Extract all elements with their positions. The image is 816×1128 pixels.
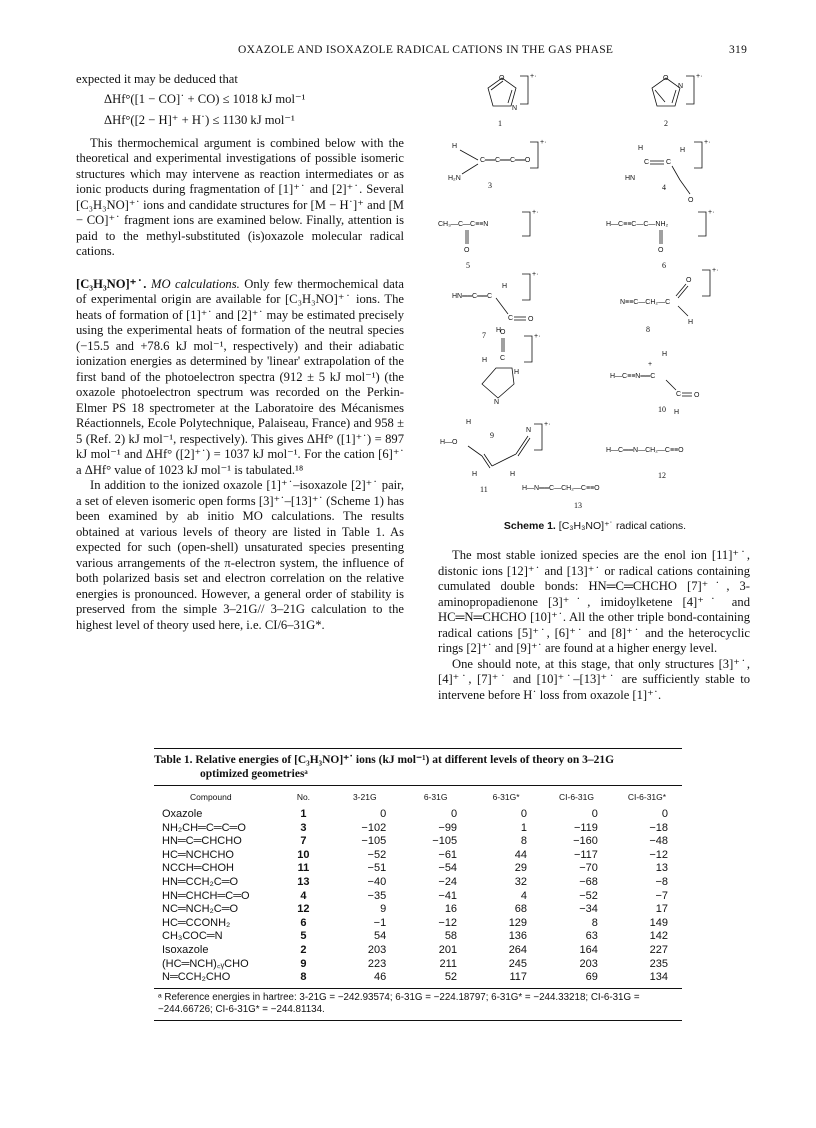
cell-energy: 68 [514,903,528,916]
atom-h: H [680,147,686,154]
table-row [154,876,682,890]
cell-compound: (HC═NCH)꜀ᵧCHO [162,957,249,970]
col-631gs: 6-31G* [492,792,520,802]
cell-energy: −40 [367,875,387,888]
radical-cation-mark: +· [532,209,539,216]
paragraph-stability: The most stable ionized species are the enol ion [11]⁺˙, distonic ions [12]⁺˙ and [13]⁺˙ or radical cations containing cumulated double bonds: HN═C═CHCHO [7]⁺˙, 3-aminopropadienone [3]⁺˙, imidoylketene [4]⁺˙ and HC═N═CHCHO [10]⁺˙. All the other triple bond-containing radical cations [5]⁺˙, [6]⁺˙ and [8]⁺˙ and the heterocyclic rings [2]⁺˙ and [9]⁺˙ are found at a higher energy level. [438,548,750,655]
scheme-caption-label: Scheme 1. [503,520,556,532]
cell-number: 4 [300,889,307,902]
col-631g: 6-31G [423,792,448,802]
paragraph-note: One should note, at this stage, that only structures [3]⁺˙, [4]⁺˙, [7]⁺˙ and [10]⁺˙–[13]⁺˙ are sufficiently stable to intervene before H˙ loss from oxazole [1]⁺˙. [438,656,750,702]
cell-energy: 46 [373,971,387,984]
col-compound: Compound [190,792,232,802]
atom-o: O [528,316,534,323]
cell-energy: 1 [520,821,528,834]
table-row [154,917,682,931]
label-3: 3 [488,181,492,190]
structure-5 [438,209,538,270]
radical-cation-mark: +· [540,139,547,146]
cell-energy: 0 [661,808,668,820]
radical-cation-mark: +· [534,333,541,340]
atom-n: N [678,83,684,90]
atom-h: H [496,327,502,334]
structure-11 [440,421,550,494]
intro-line: expected it may be deduced that [76,72,238,86]
label-12: 12 [658,471,666,480]
atom-h: H [502,283,508,290]
cell-energy: −99 [438,821,458,834]
cell-energy: −54 [438,862,458,875]
cell-compound: Oxazole [162,808,203,820]
cell-energy: 63 [585,930,598,943]
cell-energy: −12 [438,916,458,929]
cell-energy: 245 [508,957,528,970]
page-number: 319 [729,44,748,56]
cell-number: 11 [297,862,310,875]
label-11: 11 [480,485,488,494]
atom-o: O [464,247,470,254]
atom-o: O [688,197,694,204]
label-1: 1 [498,119,502,128]
cell-compound: NCCH═CHOH [162,862,234,875]
label-8: 8 [646,325,650,334]
cell-energy: 223 [367,957,387,970]
cell-energy: −117 [573,848,598,861]
cell-energy: −52 [367,848,387,861]
radical-cation-mark: +· [530,73,537,80]
structure-8 [620,267,718,334]
structure-6 [606,209,714,270]
cell-energy: −70 [579,862,598,875]
scheme-caption [430,520,760,532]
atom-o: O [658,247,664,254]
cell-energy: 69 [585,971,598,984]
scheme-caption-text: [C₃H₃NO]⁺˙ radical cations. [558,520,687,532]
running-title: OXAZOLE AND ISOXAZOLE RADICAL CATIONS IN THE GAS PHASE [238,44,614,56]
atom-h: H [662,351,668,358]
imine: HN [625,175,636,182]
cell-number: 9 [300,957,307,970]
atom-h: H [482,357,488,364]
cell-energy: 211 [439,957,458,970]
structure-9 [466,329,540,440]
atom-c: C [644,159,650,166]
cell-compound: NH₂CH═C═C═O [162,821,246,834]
cell-number: 3 [300,821,307,834]
cell-energy: 32 [514,875,528,888]
col-ci631gs: CI-6-31G* [627,792,667,802]
cell-number: 8 [300,971,307,984]
table-1 [154,748,682,1021]
cell-energy: 4 [520,889,528,902]
atom-o: O [500,329,506,336]
section-head: [C₃H₃NO]⁺˙. [76,276,147,291]
cell-energy: 29 [514,862,528,875]
table-caption-line-1: Table 1. Relative energies of [C₃H₃NO]⁺˙ ions (kJ mol⁻¹) at different levels of theory on 3–21G [154,754,615,766]
cell-energy: −8 [655,875,668,888]
scheme-1 [430,68,760,538]
cell-number: 10 [297,848,310,861]
atom-h: H [472,471,478,478]
structure-12 [606,447,684,480]
cell-number: 12 [297,903,310,916]
radical-cation-mark: +· [696,73,703,80]
label-13: 13 [574,501,582,510]
cell-energy: 17 [655,903,668,916]
cell-energy: −24 [438,875,458,888]
cell-compound: Isoxazole [162,943,209,956]
paragraph-isomers: In addition to the ionized oxazole [1]⁺˙–isoxazole [2]⁺˙ pair, a set of eleven isomeric open forms [3]⁺˙–[13]⁺˙ (Scheme 1) has been examined by ab initio MO calculations. The results obtained at various levels of theory are listed in Table 1. As expected for such (open-shell) unsaturated species presenting various arrangements of the π-electron system, the influence of both polarized basis set and electron correlation on the relative energies is pronounced. However, a general order of stability is preserved from the simple 3–21G// 3–21G calculation to the highest level of theory used here, i.e. CI/6–31G*. [76,478,404,632]
cell-energy: 0 [450,808,458,820]
structure-7 [452,271,541,340]
col-ci631g: CI-6-31G [558,792,594,802]
cell-energy: 227 [649,943,668,956]
chain-6: H—C≡≡C—C—NH₂ [606,221,669,228]
table-row [154,944,682,958]
cell-energy: −160 [573,835,598,848]
atom-c: C [508,315,514,322]
cell-number: 1 [300,808,307,820]
radical-cation-mark: +· [712,267,719,274]
table-caption-line-2: optimized geometriesᵃ [200,768,308,780]
radical-cation-mark: +· [544,421,551,428]
cell-energy: 8 [591,916,598,929]
radical-cation-mark: +· [532,271,539,278]
atom-c: C [500,355,506,362]
atom-h: H [514,369,520,376]
paragraph-mo-text: Only few thermochemical data of experimental origin are available for [C₃H₃NO]⁺˙ ions. The heats of formation of [1]⁺˙ and [2]⁺˙ may be estimated precisely using the experimental heats of formation of the neutral species (−15.5 and +78.6 kJ mol⁻¹, respectively) and their adiabatic ionization energies as determined by 'linear' extrapolation of the first band of the photoelectron spectra (912 ± 5 kJ mol⁻¹) (the oxazole photoelectron spectrum was recorded on the Perkin-Elmer PS 18 spectrometer at the Laboratoire des Mécanismes Réactionnels, Ecole Polytechnique, Palaiseau, France) and 958 ± 5 (Ref. 2) kJ mol⁻¹, respectively). This gives ΔHf° ([1]⁺˙) = 897 kJ mol⁻¹ and ΔHf° ([2]⁺˙) = 1037 kJ mol⁻¹. For the cation [6]⁺˙ a ΔHf° value of 1023 kJ mol⁻¹ is tabulated.¹⁸ [76,276,404,477]
cell-compound: HC═NCHCHO [162,848,234,861]
label-9: 9 [490,431,494,440]
cell-number: 13 [297,875,310,888]
cell-energy: 201 [438,943,458,956]
cell-energy: −51 [367,862,387,875]
col-no: No. [296,792,311,802]
paragraph-intro: This thermochemical argument is combined below with the theoretical and experimental investigations of possible isomeric structures which may intervene as reaction intermediates or as ionic products during fragmentation of [1]⁺˙ and [2]⁺˙. Several [C₃H₃NO]⁺˙ ions and candidate structures for [M − H˙]⁺ and [M − CO]⁺˙ fragment ions are examined below. Finally, attention is paid to the methyl-substituted (is)oxazole molecular radical cations. [76,135,404,258]
cell-energy: −105 [361,835,387,848]
table-row [154,808,682,822]
chain-8: N≡≡C—CH₂—C [620,299,671,306]
cell-energy: 129 [508,916,528,929]
paragraph-mo [76,277,404,479]
plus: + [648,361,653,368]
atom-c: C [666,159,672,166]
chain-11: H—O [440,439,458,446]
cell-energy: −48 [649,835,668,848]
table-body [154,808,682,985]
cell-energy: 136 [508,930,528,943]
cell-energy: 235 [649,957,668,970]
atom-h: H [466,419,472,426]
cell-number: 2 [300,943,307,956]
label-4: 4 [662,183,666,192]
table-row [154,971,682,985]
table-footnote: ᵃ Reference energies in hartree: 3-21G = −242.93574; 6-31G = −224.18797; 6-31G* = −244.33218; CI-6-31G = −244.66726; CI-6-31G* = −244.81134. [158,991,640,1016]
atom-o: O [663,75,669,82]
right-column [438,548,750,703]
table-row [154,849,682,863]
left-column [76,72,404,633]
cell-compound: NC═NCH₂C═O [162,903,239,916]
amine: H₂N [448,175,461,182]
cell-energy: 164 [579,943,598,956]
cell-energy: −12 [649,848,668,861]
label-6: 6 [662,261,666,270]
cell-energy: 16 [444,903,458,916]
cell-number: 7 [300,835,307,848]
label-2: 2 [664,119,668,128]
table-row [154,958,682,972]
structure-2 [652,73,702,128]
cell-energy: −61 [438,848,458,861]
table-row [154,890,682,904]
cell-energy: −18 [649,821,668,834]
chain-10: H—C≡≡N══C [610,373,656,380]
cell-energy: 0 [591,808,598,820]
cell-number: 6 [300,916,307,929]
atom-o: O [499,75,505,82]
atom-o: O [686,277,692,284]
structure-13 [522,485,600,510]
atom-h: H [688,319,694,326]
cell-energy: 8 [520,835,528,848]
table-row [154,822,682,836]
cell-energy: 52 [444,971,458,984]
radical-cation-mark: +· [704,139,711,146]
label-7: 7 [482,331,486,340]
atom-n: N [494,399,500,406]
cell-energy: 142 [649,930,668,943]
equation-1: ΔHf°([1 − CO]˙ + CO) ≤ 1018 kJ mol⁻¹ [104,91,306,106]
label-10: 10 [658,405,666,414]
structure-3 [448,139,546,190]
atom-n: N [512,105,518,112]
cell-energy: −34 [579,903,598,916]
cell-compound: HC═CCONH₂ [162,916,231,929]
table-caption [154,753,682,781]
cell-energy: 54 [373,930,387,943]
cell-energy: 9 [380,903,387,916]
cell-energy: 134 [649,971,668,984]
section-subhead: MO calculations. [150,276,240,291]
cell-compound: HN═CHCH═C═O [162,889,250,902]
structure-4 [625,139,710,204]
table-row [154,835,682,849]
cell-energy: 203 [367,943,387,956]
cell-compound: CH₃COC═N [162,930,223,943]
cell-energy: −119 [573,821,598,834]
cell-energy: −35 [367,889,387,902]
chain-3: C══C══C══O [480,157,531,164]
cell-energy: 13 [655,862,668,875]
cell-number: 5 [300,930,307,943]
cell-energy: 44 [514,848,528,861]
scheme-structures [430,68,760,518]
equation-2: ΔHf°([2 − H]⁺ + H˙) ≤ 1130 kJ mol⁻¹ [104,112,295,127]
atom-n: N [526,427,532,434]
table-row [154,903,682,917]
chain-12: H—C══N—CH₂—C≡≡O [606,447,684,454]
cell-energy: −68 [579,875,598,888]
cell-energy: 0 [380,808,387,820]
structure-1 [488,73,536,128]
atom-h: H [638,145,644,152]
cell-compound: HN═CCH₂C═O [162,875,239,888]
cell-energy: −102 [361,821,387,834]
radical-cation-mark: +· [708,209,715,216]
cell-energy: −1 [373,916,387,929]
atom-c: C [676,391,682,398]
cell-energy: −105 [432,835,458,848]
cell-energy: −52 [579,889,598,902]
cell-energy: 203 [579,957,598,970]
chain-13: H—N══C—CH₂—C≡≡O [522,485,600,492]
atom-o: O [694,392,700,399]
chain-5: CH₃—C—C≡≡N [438,221,489,228]
cell-compound: HN═C═CHCHO [162,835,242,848]
cell-energy: −41 [438,889,458,902]
label-5: 5 [466,261,470,270]
cell-energy: 149 [649,916,668,929]
table-row [154,862,682,876]
atom-h: H [510,471,516,478]
table-header-row [154,786,682,808]
cell-energy: 58 [444,930,458,943]
cell-energy: 117 [509,971,528,984]
atom-h: H [674,409,680,416]
col-321g: 3-21G [352,792,377,802]
chain-7: HN══C══C [452,293,493,300]
table-row [154,930,682,944]
cell-energy: 0 [520,808,528,820]
energy-table [154,786,682,985]
atom-h: H [452,143,458,150]
cell-energy: 264 [508,943,528,956]
cell-compound: N═CCH₂CHO [162,971,231,984]
cell-energy: −7 [655,889,668,902]
structure-10 [610,351,700,416]
